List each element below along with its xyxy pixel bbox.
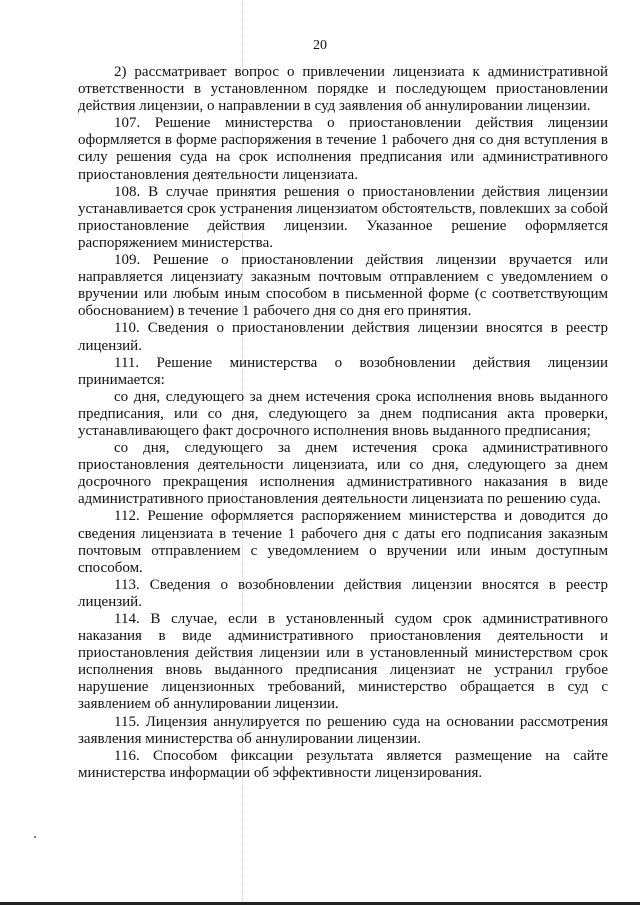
paragraph-110: 110. Сведения о приостановлении действия лицензии вносятся в реестр лицензий.: [78, 320, 608, 354]
paragraph-113: 113. Сведения о возобновлении действия лицензии вносятся в реестр лицензий.: [78, 576, 608, 610]
paragraph-116: 116. Способом фиксации результата является размещение на сайте министерства информации об эффективности лицензирования.: [78, 747, 608, 781]
paragraph-109: 109. Решение о приостановлении действия лицензии вручается или направляется лицензиату заказным почтовым отправлением с уведомлением о вручении или любым иным способом в письменной форме (с соответствующим обоснованием) в течение 1 рабочего дня со дня его принятия.: [78, 252, 608, 320]
paragraph-111-item-2: со дня, следующего за днем истечения срока административного приостановления деятельности лицензиата, или со дня, следующего за днем досрочного прекращения исполнения административного наказания в виде административного приостановления деятельности лицензиата по решению суда.: [78, 440, 608, 508]
paragraph-114: 114. В случае, если в установленный судом срок административного наказания в виде административного приостановления деятельности и приостановления действия лицензии или в установленный министерством срок исполнения вновь выданного предписания лицензиат не устранил грубое нарушение лицензионных требований, министерство обращается в суд с заявлением об аннулировании лицензии.: [78, 611, 608, 713]
page-number: 20: [313, 38, 327, 53]
paragraph-108: 108. В случае принятия решения о приостановлении действия лицензии устанавливается срок устранения лицензиатом обстоятельств, повлекших за собой приостановление действия лицензии. Указанное решение оформляется распоряжением министерства.: [78, 183, 608, 251]
paragraph-106-item-2: 2) рассматривает вопрос о привлечении лицензиата к административной ответственности в установленном порядке и последующем приостановлении действия лицензии, о направлении в суд заявления об аннулировании лицензии.: [78, 64, 608, 115]
paragraph-115: 115. Лицензия аннулируется по решению суда на основании рассмотрения заявления министерства об аннулировании лицензии.: [78, 713, 608, 747]
paragraph-111-item-1: со дня, следующего за днем истечения срока исполнения вновь выданного предписания, или со дня, следующего за днем подписания акта проверки, устанавливающего факт досрочного исполнения вновь выданного предписания;: [78, 388, 608, 439]
document-body: [78, 64, 608, 782]
paragraph-112: 112. Решение оформляется распоряжением министерства и доводится до сведения лицензиата в течение 1 рабочего дня с даты его подписания заказным почтовым отправлением с уведомлением о вручении или иным доступным способом.: [78, 508, 608, 576]
paragraph-107: 107. Решение министерства о приостановлении действия лицензии оформляется в форме распоряжения в течение 1 рабочего дня со дня вступления в силу решения суда на срок исполнения предписания или административного приостановления деятельности лицензиата.: [78, 115, 608, 183]
paragraph-111: 111. Решение министерства о возобновлении действия лицензии принимается:: [78, 354, 608, 388]
scan-speck: [34, 836, 36, 838]
